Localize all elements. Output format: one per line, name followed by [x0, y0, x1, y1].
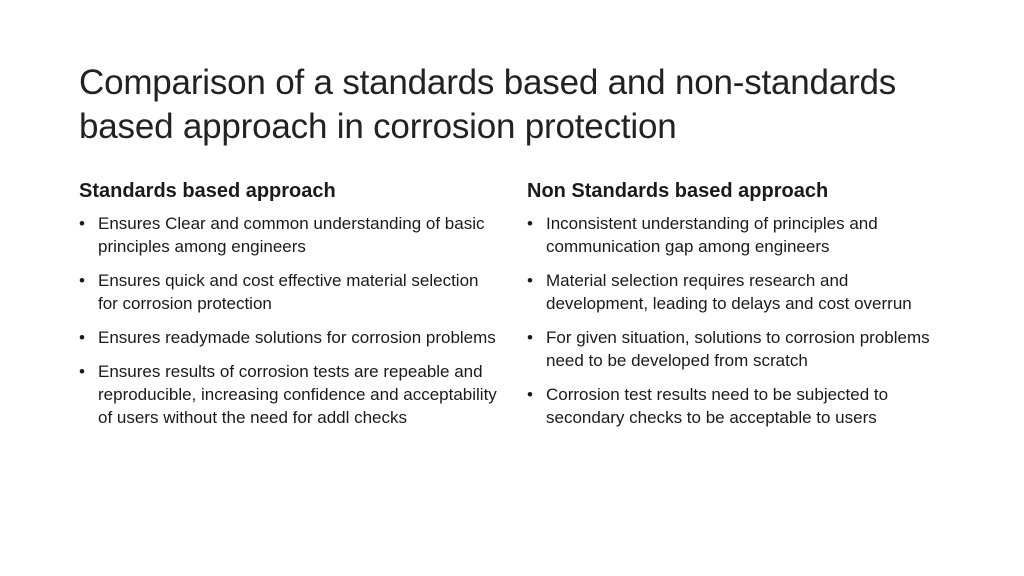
list-item-text: Material selection requires research and development, leading to delays and cost overrun — [546, 271, 912, 313]
bullet-icon: • — [527, 271, 533, 290]
non-standards-list — [527, 212, 947, 429]
list-item-text: For given situation, solutions to corrosion problems need to be developed from scratch — [546, 328, 930, 370]
bullet-icon: • — [79, 214, 85, 233]
list-item-text: Inconsistent understanding of principles and communication gap among engineers — [546, 214, 878, 256]
list-item — [79, 326, 499, 349]
list-item — [527, 269, 947, 315]
list-item-text: Ensures Clear and common understanding of basic principles among engineers — [98, 214, 485, 256]
list-item-text: Ensures results of corrosion tests are repeable and reproducible, increasing confidence and acceptability of users without the need for addl checks — [98, 362, 497, 427]
list-item — [527, 383, 947, 429]
list-item — [527, 326, 947, 372]
non-standards-column — [527, 178, 947, 440]
bullet-icon: • — [79, 362, 85, 381]
non-standards-heading: Non Standards based approach — [527, 180, 829, 202]
list-item-text: Ensures quick and cost effective material selection for corrosion protection — [98, 271, 479, 313]
bullet-icon: • — [527, 385, 533, 404]
bullet-icon: • — [79, 271, 85, 290]
bullet-icon: • — [527, 328, 533, 347]
standards-list — [79, 212, 499, 429]
bullet-icon: • — [79, 328, 85, 347]
standards-heading: Standards based approach — [79, 180, 336, 202]
standards-column — [79, 178, 499, 440]
list-item — [79, 360, 499, 429]
list-item — [79, 269, 499, 315]
slide-title: Comparison of a standards based and non-standards based approach in corrosion protection — [79, 63, 897, 147]
bullet-icon: • — [527, 214, 533, 233]
list-item-text: Corrosion test results need to be subjected to secondary checks to be acceptable to users — [546, 385, 889, 427]
list-item — [79, 212, 499, 258]
list-item — [527, 212, 947, 258]
list-item-text: Ensures readymade solutions for corrosion problems — [98, 328, 496, 347]
